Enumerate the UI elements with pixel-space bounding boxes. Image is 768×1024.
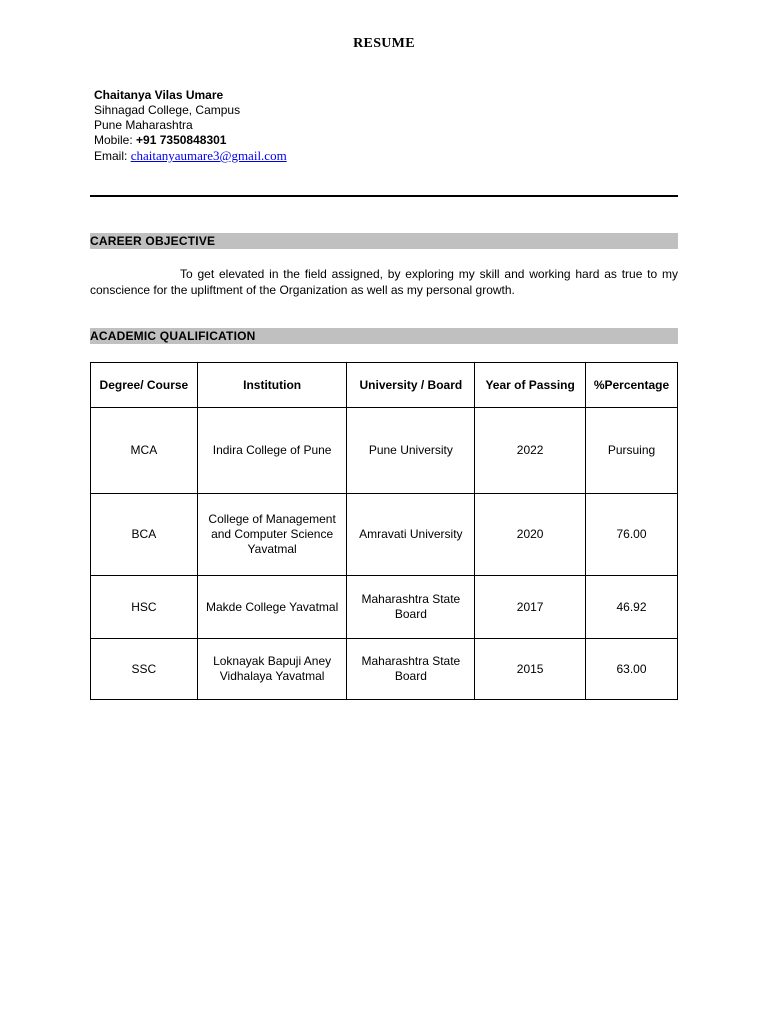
table-header-row	[91, 363, 678, 408]
cell-degree: SSC	[91, 639, 198, 700]
contact-block	[94, 88, 287, 164]
column-header-degree: Degree/ Course	[91, 363, 198, 408]
cell-year: 2017	[475, 576, 586, 639]
cell-institution: Indira College of Pune	[197, 408, 347, 494]
cell-percentage: 76.00	[586, 494, 678, 576]
cell-degree: BCA	[91, 494, 198, 576]
mobile-line	[94, 133, 287, 148]
contact-name: Chaitanya Vilas Umare	[94, 88, 224, 102]
table-row	[91, 639, 678, 700]
academic-qualification-heading: ACADEMIC QUALIFICATION	[90, 328, 678, 344]
cell-institution: Makde College Yavatmal	[197, 576, 347, 639]
academic-qualification-table	[90, 362, 678, 700]
email-line	[94, 148, 287, 164]
cell-board: Maharashtra State Board	[347, 639, 475, 700]
cell-year: 2020	[475, 494, 586, 576]
career-objective-text: To get elevated in the field assigned, by exploring my skill and working hard as true to my conscience for the upliftment of the Organization as well as my personal growth.	[90, 267, 678, 297]
mobile-number: +91 7350848301	[136, 133, 227, 147]
column-header-institution: Institution	[197, 363, 347, 408]
cell-board: Pune University	[347, 408, 475, 494]
cell-institution: College of Management and Computer Science Yavatmal	[197, 494, 347, 576]
cell-percentage: 63.00	[586, 639, 678, 700]
table-row	[91, 494, 678, 576]
career-objective-heading: CAREER OBJECTIVE	[90, 233, 678, 249]
table-row	[91, 576, 678, 639]
document-title: RESUME	[353, 36, 415, 51]
cell-board: Maharashtra State Board	[347, 576, 475, 639]
cell-institution: Loknayak Bapuji Aney Vidhalaya Yavatmal	[197, 639, 347, 700]
cell-degree: MCA	[91, 408, 198, 494]
cell-percentage: 46.92	[586, 576, 678, 639]
cell-year: 2015	[475, 639, 586, 700]
column-header-percentage: %Percentage	[586, 363, 678, 408]
table-row	[91, 408, 678, 494]
cell-board: Amravati University	[347, 494, 475, 576]
cell-percentage: Pursuing	[586, 408, 678, 494]
cell-degree: HSC	[91, 576, 198, 639]
header-divider	[90, 195, 678, 197]
email-link[interactable]: chaitanyaumare3@gmail.com	[130, 148, 287, 163]
address-line-1: Sihnagad College, Campus	[94, 103, 241, 117]
column-header-year: Year of Passing	[475, 363, 586, 408]
address-line-2: Pune Maharashtra	[94, 118, 193, 132]
email-label: Email:	[94, 149, 128, 163]
mobile-label: Mobile:	[94, 133, 133, 147]
cell-year: 2022	[475, 408, 586, 494]
column-header-board: University / Board	[347, 363, 475, 408]
